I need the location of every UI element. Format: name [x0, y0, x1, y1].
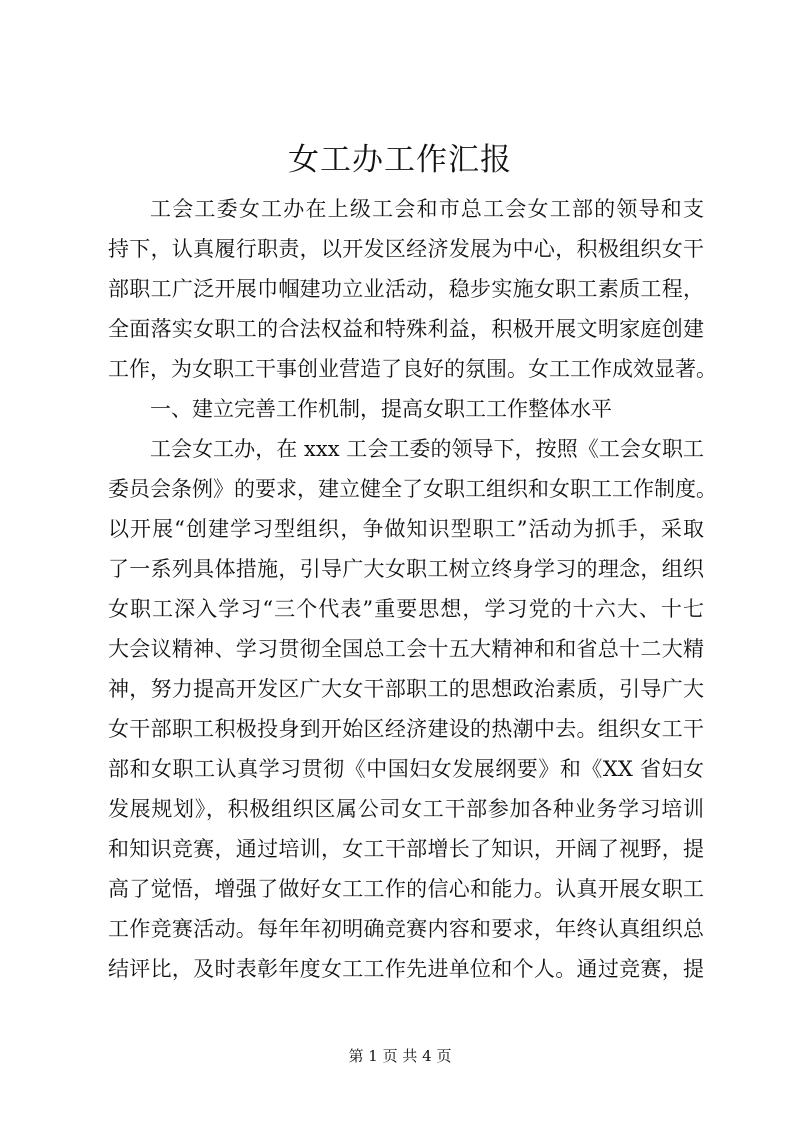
paragraph-line: 工会女工办，在 xxx 工会工委的领导下，按照《工会女职工: [150, 437, 704, 461]
paragraph-line: 工作竞赛活动。每年年初明确竞赛内容和要求，年终认真组织总: [108, 917, 704, 941]
paragraph-line: 女职工深入学习“三个代表”重要思想，学习党的十六大、十七: [108, 597, 704, 621]
section-heading: 一、建立完善工作机制，提高女职工工作整体水平: [150, 397, 612, 421]
paragraph-line: 结评比，及时表彰年度女工工作先进单位和个人。通过竞赛，提: [108, 957, 704, 981]
paragraph-line: 部职工广泛开展巾帼建功立业活动，稳步实施女职工素质工程，: [108, 277, 704, 301]
paragraph-line: 了一系列具体措施，引导广大女职工树立终身学习的理念，组织: [108, 557, 704, 581]
paragraph-line: 大会议精神、学习贯彻全国总工会十五大精神和和省总十二大精: [108, 637, 704, 661]
paragraph-line: 持下，认真履行职责，以开发区经济发展为中心，积极组织女干: [108, 237, 704, 261]
paragraph-line: 女干部职工积极投身到开始区经济建设的热潮中去。组织女工干: [108, 717, 704, 741]
paragraph-line: 神，努力提高开发区广大女干部职工的思想政治素质，引导广大: [108, 677, 704, 701]
paragraph-line: 发展规划》，积极组织区属公司女工干部参加各种业务学习培训: [108, 797, 704, 821]
paragraph-line: 委员会条例》的要求，建立健全了女职工组织和女职工工作制度。: [108, 477, 717, 501]
document-title: 女工办工作汇报: [288, 142, 512, 178]
paragraph-line: 高了觉悟，增强了做好女工工作的信心和能力。认真开展女职工: [108, 877, 704, 901]
paragraph-line: 工会工委女工办在上级工会和市总工会女工部的领导和支: [150, 197, 704, 221]
paragraph-line: 和知识竞赛，通过培训，女工干部增长了知识，开阔了视野，提: [108, 837, 704, 861]
paragraph-line: 部和女职工认真学习贯彻《中国妇女发展纲要》和《XX 省妇女: [108, 757, 704, 781]
paragraph-line: 工作，为女职工干事创业营造了良好的氛围。女工工作成效显著。: [108, 357, 717, 381]
paragraph-line: 以开展“创建学习型组织，争做知识型职工”活动为抓手，采取: [108, 517, 704, 541]
paragraph-line: 全面落实女职工的合法权益和特殊利益，积极开展文明家庭创建: [108, 317, 704, 341]
page-number-footer: 第 1 页 共 4 页: [348, 1047, 452, 1065]
